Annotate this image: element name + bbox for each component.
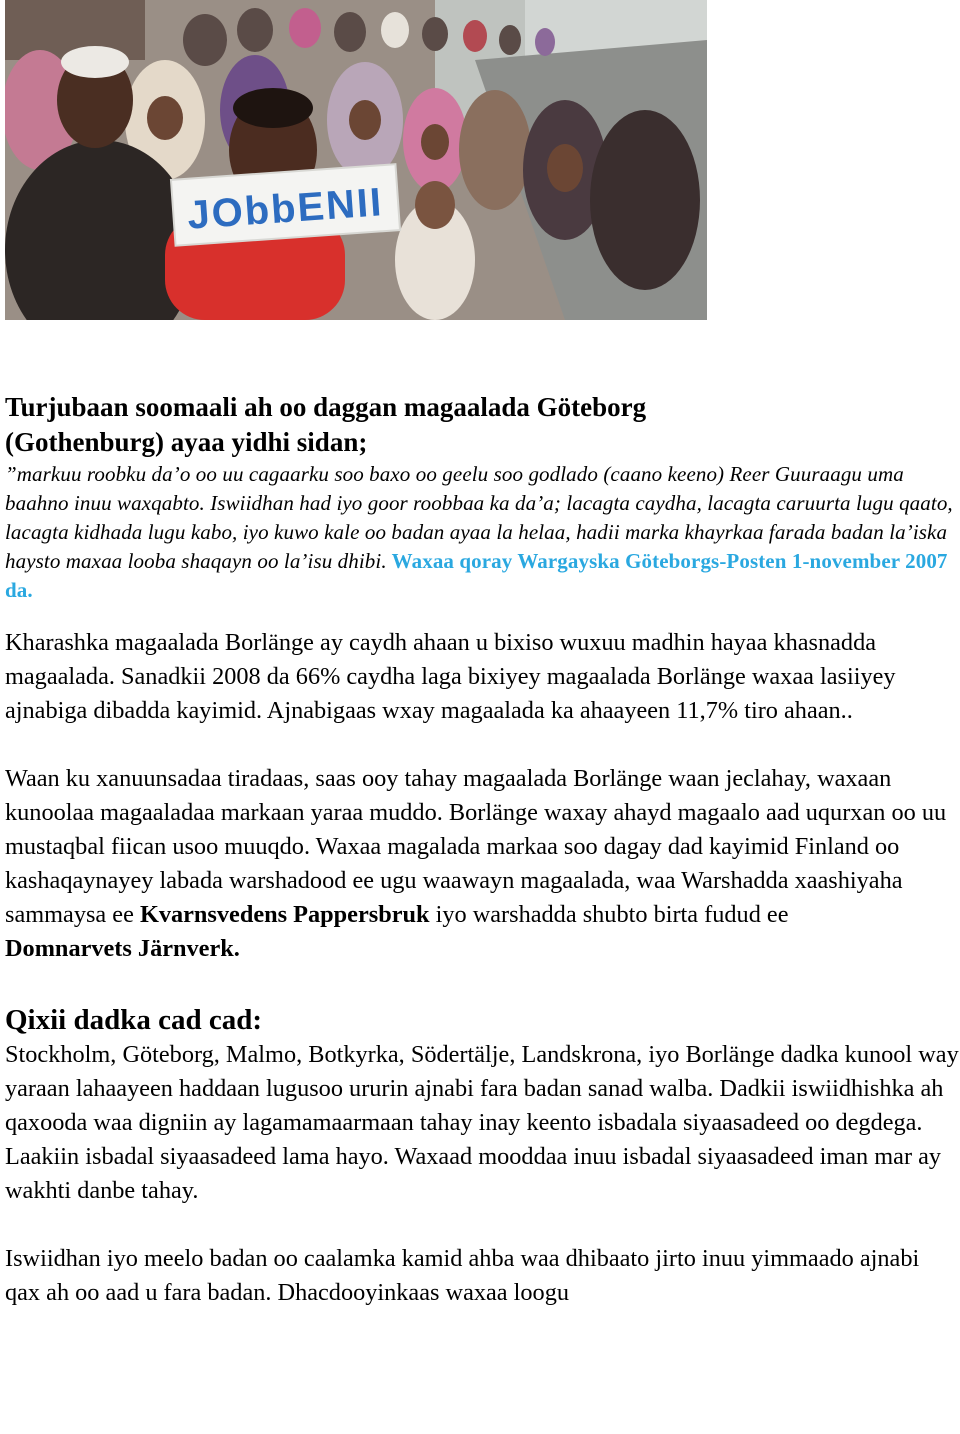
source-credit: Waxaa qoray Wargayska Göteborgs-Posten 1-november 2007 da. bbox=[5, 549, 948, 602]
protest-photo-illustration bbox=[5, 0, 707, 320]
paragraph-4: Iswiidhan iyo meelo badan oo caalamka kamid ahba waa dhibaato jirto inuu yimmaado ajnabi qax ah oo aad u fara badan. Dhacdooyinkaas waxaa loogu bbox=[5, 1245, 920, 1306]
headline-line-2: (Gothenburg) ayaa yidhi sidan; bbox=[5, 427, 368, 457]
paragraph-2 bbox=[5, 762, 960, 966]
intro-quote: ”markuu roobku da’o oo uu cagaarku soo baxo oo geelu soo godlado (caano keeno) Reer Guuraagu uma baahno inuu waxqabto. bbox=[5, 462, 904, 515]
paragraph-1: Kharashka magaalada Borlänge ay caydh ahaan u bixiso wuxuu madhin hayaa khasnadda magaalada. Sanadkii 2008 da 66% caydha laga bixiyey magaalada Borlänge waxaa lasiiyey ajnabiga dibadda kayimid. Ajnabigaas wxay magaalada ka ahaayeen 11,7% tiro ahaan.. bbox=[5, 629, 896, 724]
protest-photo bbox=[5, 0, 707, 320]
section-subheading: Qixii dadka cad cad: bbox=[5, 1004, 263, 1036]
paper-mill-name: Kvarnsvedens Pappersbruk bbox=[139, 901, 430, 928]
intro-body: Iswiidhan had iyo goor roobbaa ka da’a; lacagta caydha, lacagta caruurta lugu qaato, lacagta kidhada lugu kabo, iyo kuwo kale oo badan ayaa la helaa, bbox=[5, 491, 953, 544]
headline-line-1: Turjubaan soomaali ah oo daggan magaalada Göteborg bbox=[5, 392, 647, 422]
article bbox=[5, 390, 960, 1310]
ironworks-name: Domnarvets Järnverk. bbox=[5, 935, 240, 962]
paragraph-3: Stockholm, Göteborg, Malmo, Botkyrka, Södertälje, Landskrona, iyo Borlänge dadka kunool way yaraan lahaayeen haddaan lugusoo ururin ajnabi fara badan sanad walba. Dadkii iswiidhishka ah qaxooda waa digniin ay lagamamaarmaan tahay inay keento isbadala siyaasadeed oo degdega. Laakiin isbadal siyaasadeed lama hayo. Waxaad mooddaa inuu isbadal siyaasadeed iman mar ay wakhti danbe tahay. bbox=[5, 1041, 959, 1204]
intro-emphasis: hadii marka khayrkaa farada badan la’iska haysto maxaa looba shaqayn oo la’isu dhibi. bbox=[5, 520, 948, 573]
protest-sign-text: JObbENII bbox=[185, 180, 385, 238]
intro-paragraph bbox=[5, 460, 960, 605]
article-headline bbox=[5, 390, 960, 460]
paragraph-2-text-c: iyo warshadda shubto birta fudud ee bbox=[429, 901, 789, 928]
paragraph-2-text-a: Waan ku xanuunsadaa tiradaas, saas ooy tahay magaalada Borlänge waan jeclahay, waxaan kunoolaa magaaladaa markaan yaraa muddo. Borlänge waxay ahayd magaalo aad uqurxan oo uu mustaqbal fiican usoo muuqdo. Waxaa magalada markaa soo dagay dad kayimid Finland oo kashaqaynayey labada warshadood ee ugu waawayn magaalada, waa Warshadda xaashiyaha sammaysa ee bbox=[5, 765, 947, 928]
